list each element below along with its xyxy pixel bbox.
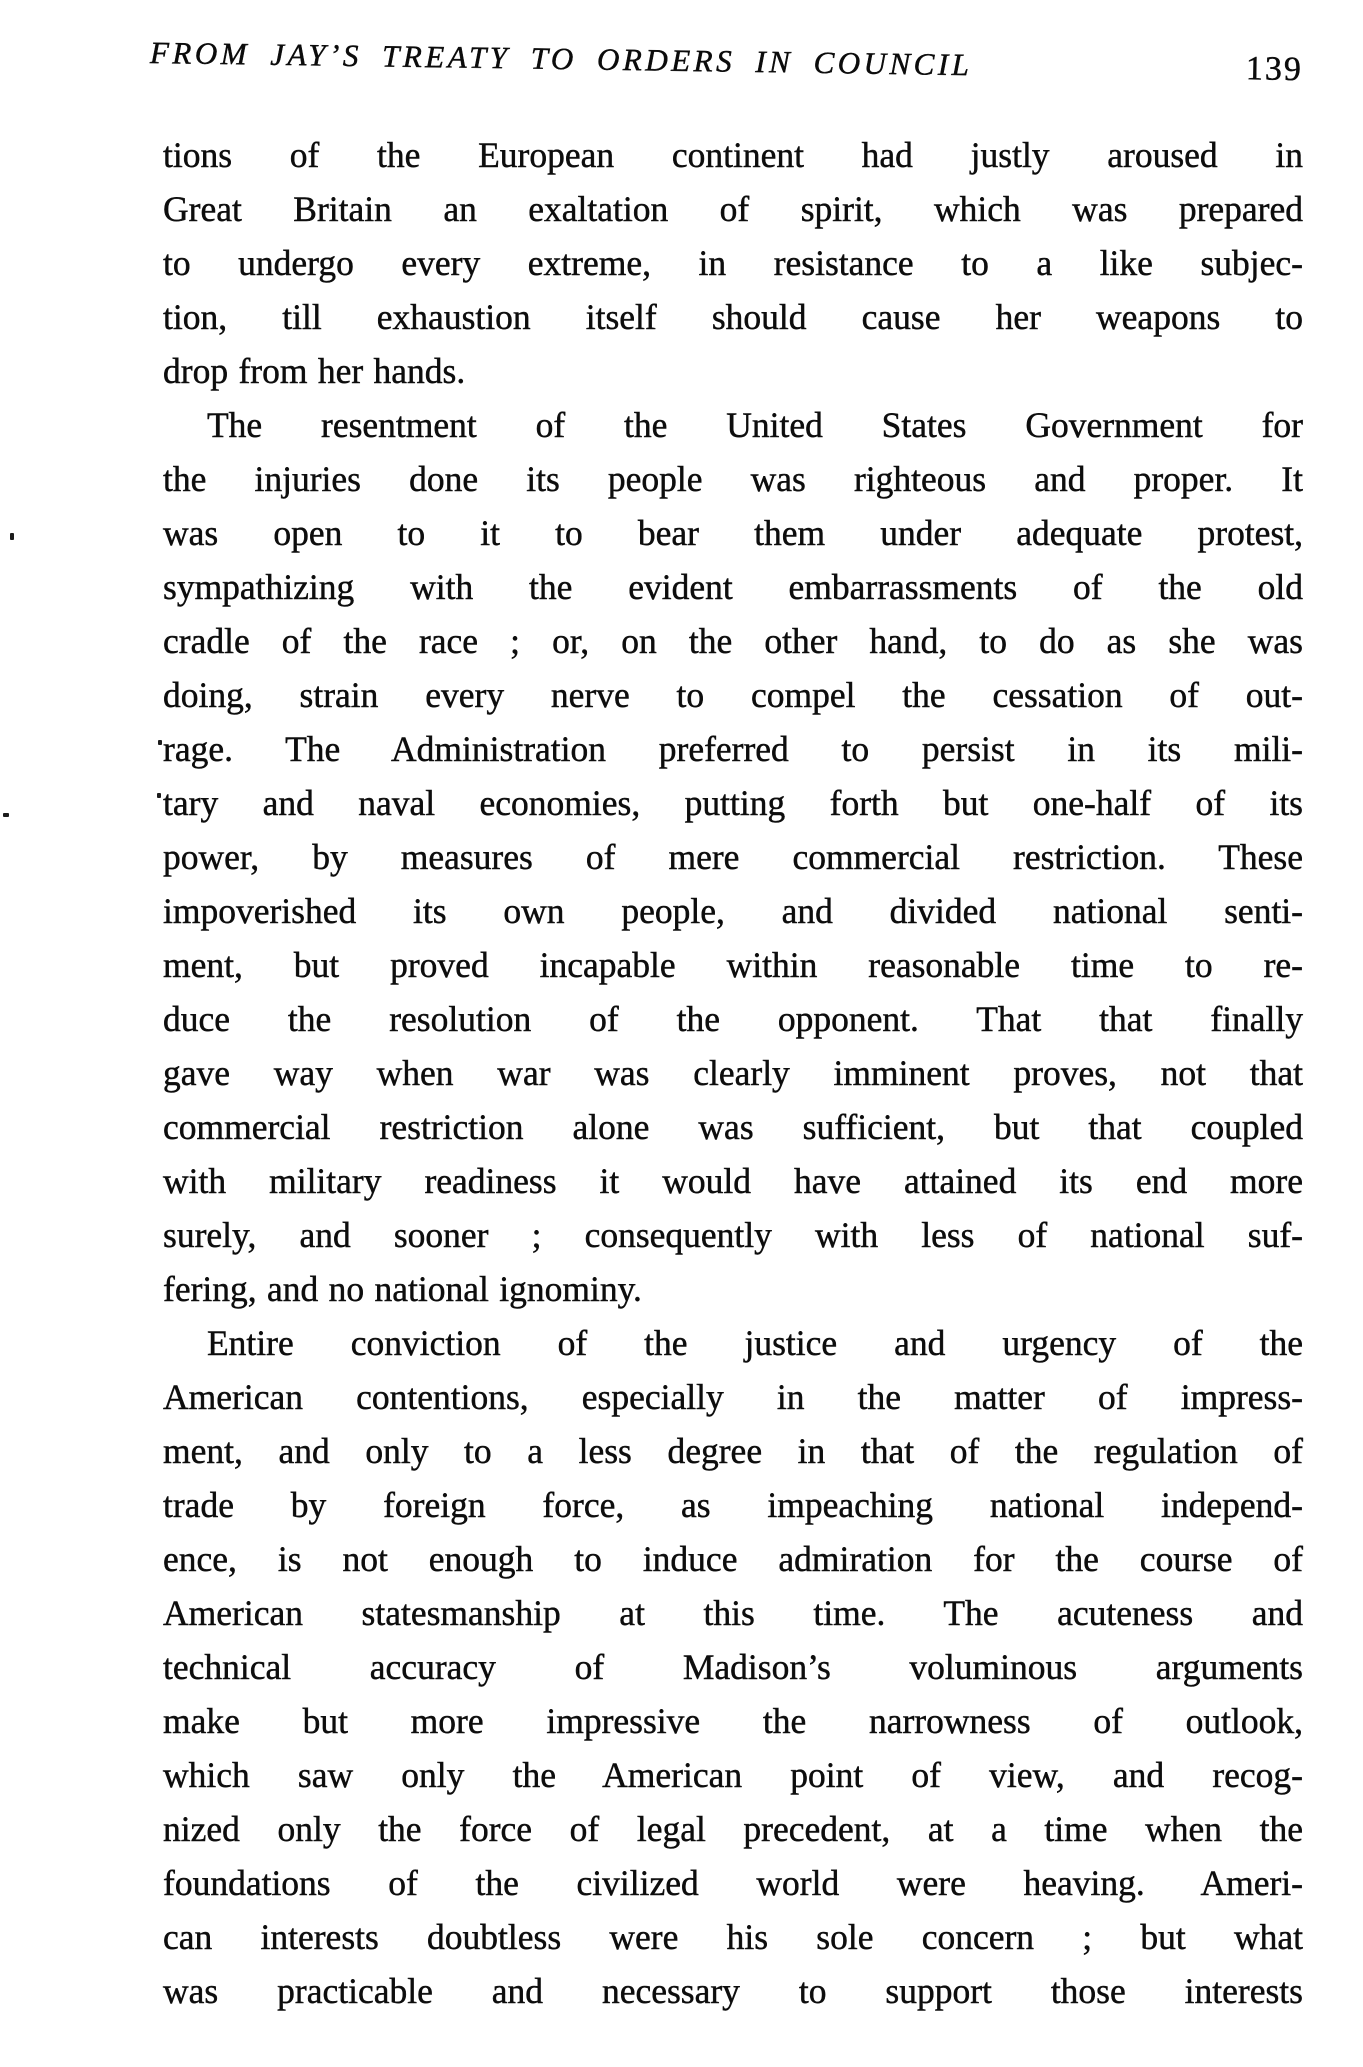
text-line: rage. The Administration preferred to persist in its mili-	[163, 729, 1303, 769]
text-line: fering, and no national ignominy.	[163, 1269, 642, 1309]
text-line: with military readiness it would have attained its end more	[163, 1161, 1303, 1201]
text-line: was practicable and necessary to support those interests	[163, 1971, 1303, 2011]
text-line: duce the resolution of the opponent. That that finally	[163, 999, 1303, 1039]
text-line: can interests doubtless were his sole concern ; but what	[163, 1917, 1303, 1957]
page-number: 139	[1245, 50, 1304, 89]
scan-speck	[10, 533, 14, 540]
text-line: trade by foreign force, as impeaching national independ-	[163, 1485, 1303, 1525]
running-header	[150, 34, 1303, 89]
scan-speck	[3, 813, 9, 817]
text-line: make but more impressive the narrowness of outlook,	[163, 1701, 1303, 1741]
text-line: impoverished its own people, and divided national senti-	[163, 891, 1303, 931]
text-line: Entire conviction of the justice and urgency of the	[207, 1323, 1303, 1363]
text-line: sympathizing with the evident embarrassments of the old	[163, 567, 1303, 607]
text-line: which saw only the American point of view, and recog-	[163, 1755, 1303, 1795]
paragraph	[163, 1316, 1303, 2018]
text-line: ence, is not enough to induce admiration for the course of	[163, 1539, 1303, 1579]
text-line: was open to it to bear them under adequate protest,	[163, 513, 1303, 553]
paragraph	[163, 398, 1303, 1316]
header-title: FROM JAY’S TREATY TO ORDERS IN COUNCIL	[149, 35, 973, 83]
text-line: drop from her hands.	[163, 351, 466, 391]
text-line: technical accuracy of Madison’s voluminous arguments	[163, 1647, 1303, 1687]
text-line: tions of the European continent had justly aroused in	[163, 135, 1303, 175]
text-line: tary and naval economies, putting forth but one-half of its	[163, 783, 1303, 823]
text-line: American statesmanship at this time. The acuteness and	[163, 1593, 1303, 1633]
text-line: The resentment of the United States Government for	[207, 405, 1303, 445]
text-line: Great Britain an exaltation of spirit, which was prepared	[163, 189, 1303, 229]
text-line: surely, and sooner ; consequently with less of national suf-	[163, 1215, 1303, 1255]
scan-speck	[157, 793, 161, 798]
text-line: cradle of the race ; or, on the other hand, to do as she was	[163, 621, 1303, 661]
text-line: nized only the force of legal precedent, at a time when the	[163, 1809, 1303, 1849]
text-line: gave way when war was clearly imminent proves, not that	[163, 1053, 1303, 1093]
text-line: ment, but proved incapable within reasonable time to re-	[163, 945, 1303, 985]
paragraph	[163, 128, 1303, 398]
page-body	[163, 128, 1303, 2018]
text-line: commercial restriction alone was sufficient, but that coupled	[163, 1107, 1303, 1147]
scan-speck	[158, 740, 162, 745]
text-line: tion, till exhaustion itself should cause her weapons to	[163, 297, 1303, 337]
text-line: doing, strain every nerve to compel the cessation of out-	[163, 675, 1303, 715]
text-line: the injuries done its people was righteous and proper. It	[163, 459, 1303, 499]
text-line: ment, and only to a less degree in that of the regulation of	[163, 1431, 1303, 1471]
text-line: foundations of the civilized world were heaving. Ameri-	[163, 1863, 1303, 1903]
text-line: to undergo every extreme, in resistance to a like subjec-	[163, 243, 1303, 283]
text-line: power, by measures of mere commercial restriction. These	[163, 837, 1303, 877]
text-line: American contentions, especially in the matter of impress-	[163, 1377, 1303, 1417]
